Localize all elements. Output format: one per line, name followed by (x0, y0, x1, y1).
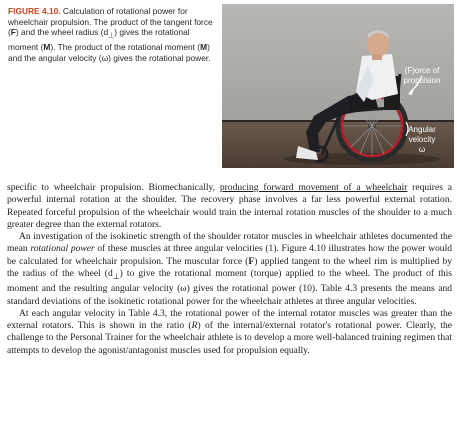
text-run: ) of the internal/external rotator's rotational power. Clearly, the challenge to the Personal Trainer for the wheelchair athlete is to develop a more well-balanced training regimen that attempts to develop the agonist/antagonist muscles used for propulsion equally. (7, 320, 452, 356)
force-label-line2: propulsion (403, 76, 441, 85)
figure-caption-text (8, 6, 218, 64)
angular-label-line2: velocity (408, 135, 436, 144)
wheelchair-photo (222, 4, 454, 168)
text-run: ) and the angular velocity (ω) gives the rotational power. (8, 42, 211, 64)
paragraph-3 (7, 308, 452, 357)
text-run: An investigation of the isokinetic strength of the shoulder rotator muscles in wheelchair athletes documented the mean (7, 231, 452, 255)
paragraph-2 (7, 231, 452, 308)
body-text (7, 182, 452, 357)
text-run: specific to wheelchair propulsion. Biomechanically, (7, 182, 220, 193)
text-run: ) gives the rotational moment ( (8, 27, 190, 53)
text-run: producing forward movement of a wheelchair (219, 182, 408, 193)
text-run: F (248, 255, 255, 267)
text-run: ). The product of the rotational moment ( (50, 42, 201, 53)
angular-velocity-symbol: ω (418, 145, 426, 154)
text-run: F (10, 27, 16, 38)
text-run: M (43, 42, 51, 53)
wheelchair-illustration (222, 4, 454, 168)
text-run: ⊥ (112, 271, 120, 281)
text-run: ⊥ (108, 32, 115, 40)
text-run: rotational power (30, 243, 95, 255)
figure-caption (8, 6, 218, 64)
figure-label: FIGURE 4.10. (8, 6, 61, 16)
text-run: ) applied tangent to the wheel rim is multiplied by the radius of the wheel (d (7, 255, 452, 280)
angular-label-line1: Angular (408, 125, 436, 134)
text-run: M (200, 42, 208, 53)
text-run: At each angular velocity in Table 4.3, the rotational power of the internal rotator muscles was greater than the external rotators. This is shown in the ratio ( (7, 307, 452, 332)
text-run: R (191, 320, 198, 332)
text-run: ) to give the rotational moment (torque) applied to the wheel. The product of this moment and the resulting angular velocity (ω) gives the rotational power (10). Table 4.3 presents the means and standard deviations of the isokinetic rotational power for the wheelchair athletes at three angular velocities. (7, 268, 452, 307)
text-run: of these muscles at three angular velocities (1). Figure 4.10 illustrates how the power would be calculated for wheelchair propulsion. The muscular force ( (7, 243, 452, 267)
text-run: requires a powerful internal rotation at the shoulder. The recovery phase involves a far less powerful external rotation. Repeated forceful propulsion of the wheelchair would train the internal rotation muscles of the shoulder to a much greater degree than the external rotators. (7, 182, 452, 230)
text-run: Calculation of rotational power for wheelchair propulsion. The product of the tangent force ( (8, 6, 213, 38)
paragraph-1 (7, 182, 452, 231)
text-run: ) and the wheel radius (d (15, 27, 109, 38)
force-label-line1: (F)orce of (404, 66, 440, 75)
